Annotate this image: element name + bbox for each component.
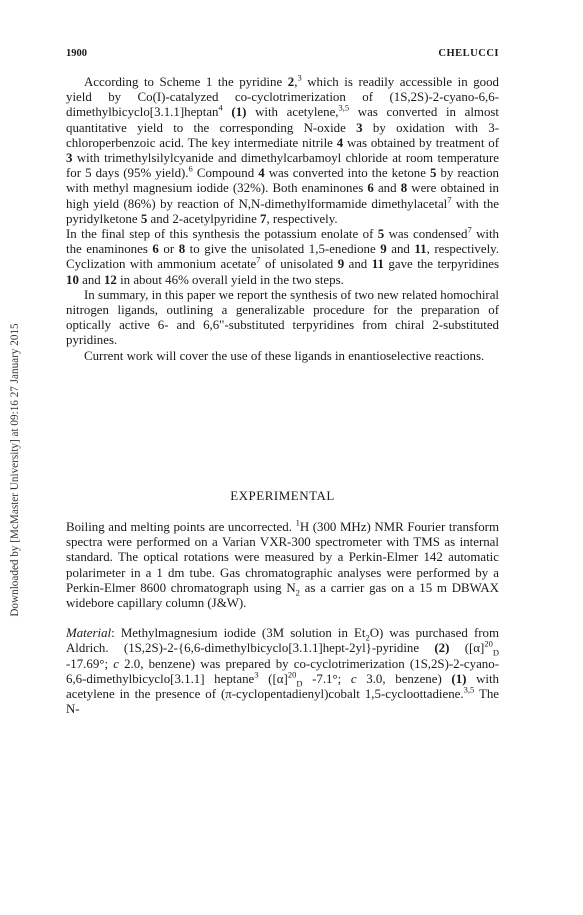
download-watermark — [0, 0, 30, 915]
page-number: 1900 — [66, 48, 87, 59]
results-text — [66, 72, 500, 364]
paragraph-summary: In summary, in this paper we report the synthesis of two new related homochiral nitrogen ligands, outlining a generalizable procedure for the preparation of optically active 6- and 6,6"-substituted terpyridines from chiral 2-substituted pyridines. — [66, 287, 499, 348]
running-author: CHELUCCI — [438, 48, 499, 59]
experimental-text — [66, 517, 499, 717]
download-note: Downloaded by [McMaster University] at 09:16 27 January 2015 — [9, 323, 21, 617]
running-header — [66, 48, 499, 64]
paragraph-general-methods: Boiling and melting points are uncorrected. $^1$H (300 MHz) NMR Fourier transform spectra were performed on a Varian VXR-300 spectrometer with TMS as internal standard. The optical rotations were measured by a Perkin-Elmer 142 automatic polarimeter in a 1 dm tube. Gas chromatographic analyses were performed by a Perkin-Elmer 8600 chromatograph using $N_2$ as a carrier gas on a 15 m DBWAX widebore capillary column (J&W). — [66, 517, 499, 611]
paragraph-material: Material: Methylmagnesium iodide (3M solution in $Et_2O$) was purchased from Aldrich. (1S,2S)-2-{6,6-dimethylbicyclo[3.1.1]hept-2yl}-pyridine (2) ($[\alpha]^{20}_D$ -17.69°; c 2.0, benzene) was prepared by co-cyclotrimerization (1S,2S)-2-cyano-6,6-dimethylbicyclo[3.1.1] heptane$^3$ ($[\alpha]^{20}_D$ -7.1°; c 3.0, benzene) (1) with acetylene in the presence of (π-cyclopentadienyl)cobalt 1,5-cycloottadiene.$^{3,5}$ The N- — [66, 626, 499, 717]
paragraph-final-step: In the final step of this synthesis the potassium enolate of 5 was condensed$^7$ with the enaminones 6 or 8 to give the unisolated 1,5-enedione 9 and 11, respectively. Cyclization with ammonium acetate$^7$ of unisolated 9 and 11 gave the terpyridines 10 and 12 in about 46% overall yield in the two steps. — [66, 224, 500, 287]
section-heading-experimental: EXPERIMENTAL — [230, 488, 335, 503]
paragraph-future-work: Current work will cover the use of these ligands in enantioselective reactions. — [84, 348, 485, 363]
paragraph-synthesis: According to Scheme 1 the pyridine 2,$^3$ which is readily accessible in good yield by Co(I)-catalyzed co-cyclotrimerization of (1S,2S)-2-cyano-6,6-dimethylbicyclo[3.1.1]heptan$^4$ (1) with acetylene,$^{3,5}$ was converted in almost quantitative yield to the corresponding N-oxide 3 by oxidation with 3-chloroperbenzoic acid. The key intermediate nitrile 4 was obtained by treatment of 3 with trimethylsilylcyanide and dimethylcarbamoyl chloride at room temperature for 5 days (95% yield).$^6$ Compound 4 was converted into the ketone 5 by reaction with methyl magnesium iodide (32%). Both enaminones 6 and 8 were obtained in high yield (86%) by reaction of N,N-dimethylformamide dimethylacetal$^7$ with the pyridylketone 5 and 2-acetylpyridine 7, respectively. — [66, 72, 499, 226]
material-label: Material — [66, 626, 112, 641]
